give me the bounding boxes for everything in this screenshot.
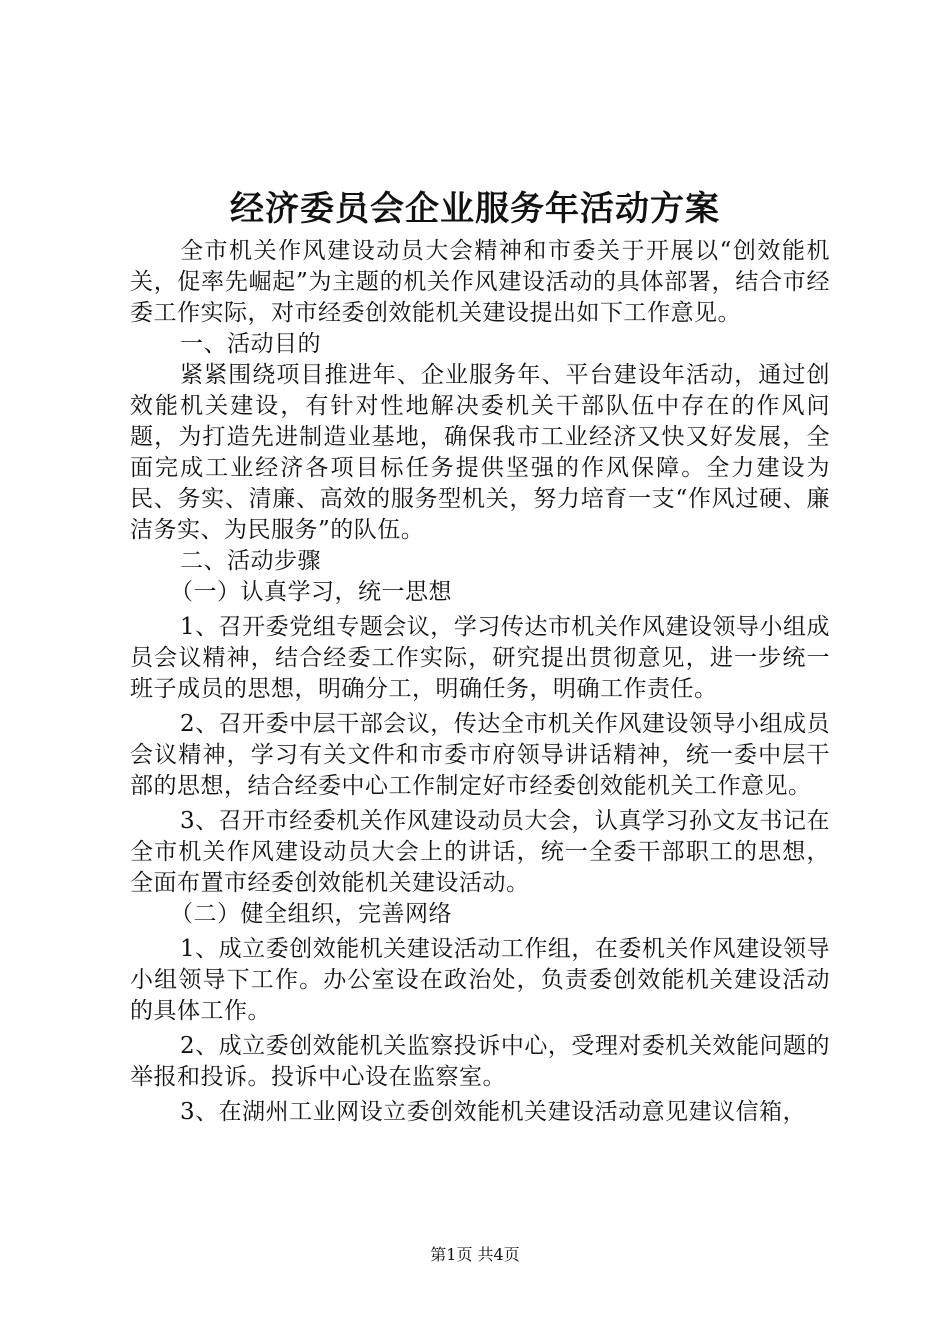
subheading-study: （一）认真学习，统一思想 xyxy=(170,579,452,605)
document-title: 经济委员会企业服务年活动方案 xyxy=(230,189,720,229)
paragraph-activity-goal: 紧紧围绕项目推进年、企业服务年、平台建设年活动，通过创效能机关建设，有针对性地解决委机关干部队伍中存在的作风问题，为打造先进制造业基地，确保我市工业经济又快又好发展，全面完成工业经济各项目标任务提供坚强的作风保障。全力建设为民、务实、清廉、高效的服务型机关，努力培育一支“作风过硬、廉洁务实、为民服务”的队伍。 xyxy=(130,362,830,543)
heading-activity-steps: 二、活动步骤 xyxy=(180,548,321,574)
paragraph-step-2-1: 1、成立委创效能机关建设活动工作组，在委机关作风建设领导小组领导下工作。办公室设在政治处，负责委创效能机关建设活动的具体工作。 xyxy=(130,936,830,1024)
subheading-organization: （二）健全组织，完善网络 xyxy=(170,901,452,927)
page-footer: 第1页 共4页 xyxy=(430,1245,520,1264)
paragraph-step-1-2: 2、召开委中层干部会议，传达全市机关作风建设领导小组成员会议精神，学习有关文件和市委市府领导讲话精神，统一委中层干部的思想，结合经委中心工作制定好市经委创效能机关工作意见。 xyxy=(130,711,830,799)
paragraph-intro: 全市机关作风建设动员大会精神和市委关于开展以“创效能机关，促率先崛起”为主题的机关作风建设活动的具体部署，结合市经委工作实际，对市经委创效能机关建设提出如下工作意见。 xyxy=(130,238,830,326)
paragraph-step-2-3: 3、在湖州工业网设立委创效能机关建设活动意见建议信箱， xyxy=(180,1099,807,1125)
document-body xyxy=(130,236,830,1128)
paragraph-step-1-3: 3、召开市经委机关作风建设动员大会，认真学习孙文友书记在全市机关作风建设动员大会上的讲话，统一全委干部职工的思想，全面布置市经委创效能机关建设活动。 xyxy=(130,808,830,896)
paragraph-step-1-1: 1、召开委党组专题会议，学习传达市机关作风建设领导小组成员会议精神，结合经委工作实际，研究提出贯彻意见，进一步统一班子成员的思想，明确分工，明确任务，明确工作责任。 xyxy=(130,614,830,702)
paragraph-step-2-2: 2、成立委创效能机关监察投诉中心，受理对委机关效能问题的举报和投诉。投诉中心设在监察室。 xyxy=(130,1033,830,1090)
heading-activity-goal: 一、活动目的 xyxy=(180,331,321,357)
